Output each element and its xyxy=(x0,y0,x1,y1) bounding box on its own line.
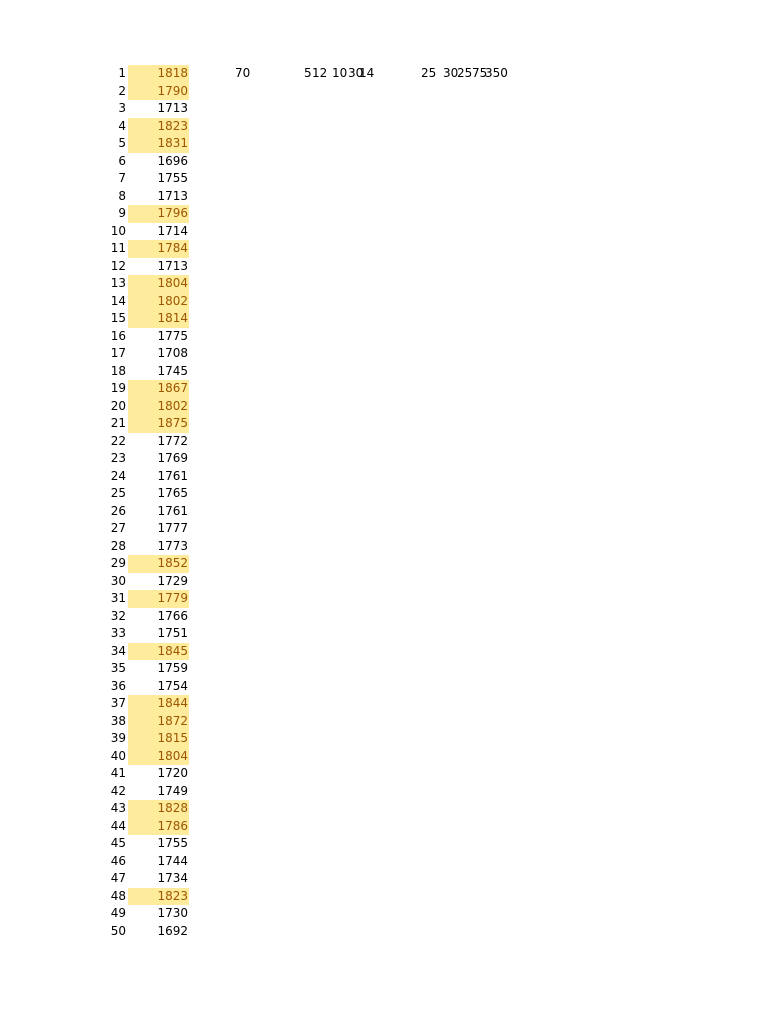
table-row xyxy=(0,590,768,608)
row-number: 44 xyxy=(110,818,126,833)
row-number: 24 xyxy=(110,468,126,483)
table-row xyxy=(0,293,768,311)
value-cell[interactable]: 1772 xyxy=(157,433,188,448)
table-row xyxy=(0,153,768,171)
value-cell[interactable]: 1713 xyxy=(157,258,188,273)
table-row xyxy=(0,503,768,521)
row-number: 46 xyxy=(110,853,126,868)
row-number: 19 xyxy=(110,381,126,395)
extra-value-cell[interactable]: 10 xyxy=(332,66,348,80)
table-row xyxy=(0,258,768,276)
row-number: 36 xyxy=(110,678,126,693)
row-number: 20 xyxy=(110,398,126,413)
row-number: 40 xyxy=(110,748,126,763)
value-cell-highlighted[interactable]: 1790 xyxy=(128,83,189,101)
value-cell[interactable]: 1769 xyxy=(157,451,188,465)
table-row xyxy=(0,870,768,888)
table-row xyxy=(0,573,768,591)
value-cell[interactable]: 1714 xyxy=(157,223,188,238)
table-row xyxy=(0,835,768,853)
table-row xyxy=(0,450,768,468)
table-row xyxy=(0,328,768,346)
row-number: 2 xyxy=(118,83,126,98)
table-row xyxy=(0,678,768,696)
row-number: 28 xyxy=(110,538,126,553)
row-number: 17 xyxy=(110,346,126,360)
row-number: 9 xyxy=(118,206,126,220)
row-number: 4 xyxy=(118,118,126,133)
row-number: 25 xyxy=(110,486,126,500)
value-cell[interactable]: 1713 xyxy=(157,101,188,115)
table-row xyxy=(0,608,768,626)
extra-value-cell[interactable]: 5 xyxy=(304,66,312,80)
table-row xyxy=(0,415,768,433)
table-row xyxy=(0,65,768,83)
row-number: 49 xyxy=(110,906,126,920)
row-number: 11 xyxy=(110,241,126,255)
row-number: 14 xyxy=(110,293,126,308)
extra-value-cell[interactable]: 75 xyxy=(472,66,488,80)
row-number: 6 xyxy=(118,153,126,168)
table-row xyxy=(0,468,768,486)
row-number: 39 xyxy=(110,731,126,745)
value-cell[interactable]: 1745 xyxy=(157,363,188,378)
row-number: 26 xyxy=(110,503,126,518)
row-number: 31 xyxy=(110,591,126,605)
value-cell-highlighted[interactable]: 1802 xyxy=(128,293,189,311)
row-number: 3 xyxy=(118,101,126,115)
row-number: 15 xyxy=(110,311,126,325)
value-cell-highlighted[interactable]: 1875 xyxy=(128,415,189,433)
value-cell-highlighted[interactable]: 1784 xyxy=(128,240,189,258)
value-cell[interactable]: 1749 xyxy=(157,783,188,798)
value-cell-highlighted[interactable]: 1818 xyxy=(128,65,189,83)
value-cell[interactable]: 1755 xyxy=(157,171,188,185)
row-number: 32 xyxy=(110,608,126,623)
value-cell[interactable]: 1766 xyxy=(157,608,188,623)
row-number: 5 xyxy=(118,136,126,150)
table-row xyxy=(0,660,768,678)
value-cell[interactable]: 1777 xyxy=(157,521,188,535)
value-cell[interactable]: 1773 xyxy=(157,538,188,553)
row-number: 35 xyxy=(110,661,126,675)
row-number: 34 xyxy=(110,643,126,658)
table-row xyxy=(0,275,768,293)
row-number: 8 xyxy=(118,188,126,203)
value-cell-highlighted[interactable]: 1844 xyxy=(128,695,189,713)
table-row xyxy=(0,625,768,643)
extra-value-cell[interactable]: 350 xyxy=(485,66,508,80)
table-row xyxy=(0,800,768,818)
row-number: 16 xyxy=(110,328,126,343)
row-number: 37 xyxy=(110,696,126,710)
table-row xyxy=(0,433,768,451)
row-number: 33 xyxy=(110,626,126,640)
table-row xyxy=(0,83,768,101)
value-cell[interactable]: 1696 xyxy=(157,153,188,168)
table-row xyxy=(0,905,768,923)
value-cell-highlighted[interactable]: 1828 xyxy=(128,800,189,818)
value-cell[interactable]: 1720 xyxy=(157,766,188,780)
table-row xyxy=(0,135,768,153)
row-number: 42 xyxy=(110,783,126,798)
table-row xyxy=(0,765,768,783)
value-cell-highlighted[interactable]: 1867 xyxy=(128,380,189,398)
value-cell-highlighted[interactable]: 1831 xyxy=(128,135,189,153)
data-sheet xyxy=(0,65,768,940)
row-number: 45 xyxy=(110,836,126,850)
value-cell-highlighted[interactable]: 1802 xyxy=(128,398,189,416)
value-cell[interactable]: 1755 xyxy=(157,836,188,850)
table-row xyxy=(0,520,768,538)
row-number: 43 xyxy=(110,801,126,815)
table-row xyxy=(0,380,768,398)
table-row xyxy=(0,205,768,223)
extra-value-cell[interactable]: 12 xyxy=(312,66,328,80)
value-cell-highlighted[interactable]: 1815 xyxy=(128,730,189,748)
table-row xyxy=(0,398,768,416)
extra-value-cell[interactable]: 25 xyxy=(457,66,473,80)
row-number: 18 xyxy=(110,363,126,378)
value-cell[interactable]: 1759 xyxy=(157,661,188,675)
value-cell[interactable]: 1730 xyxy=(157,906,188,920)
row-number: 22 xyxy=(110,433,126,448)
table-row xyxy=(0,345,768,363)
row-number: 27 xyxy=(110,521,126,535)
table-row xyxy=(0,118,768,136)
table-row xyxy=(0,485,768,503)
table-row xyxy=(0,783,768,801)
row-number: 41 xyxy=(110,766,126,780)
table-row xyxy=(0,818,768,836)
table-row xyxy=(0,748,768,766)
table-row xyxy=(0,363,768,381)
row-number: 50 xyxy=(110,923,126,938)
table-row xyxy=(0,240,768,258)
value-cell-highlighted[interactable]: 1786 xyxy=(128,818,189,836)
table-row xyxy=(0,923,768,941)
table-row xyxy=(0,853,768,871)
value-cell[interactable]: 1692 xyxy=(157,923,188,938)
value-cell-highlighted[interactable]: 1823 xyxy=(128,888,189,906)
row-number: 48 xyxy=(110,888,126,903)
table-row xyxy=(0,170,768,188)
table-row xyxy=(0,643,768,661)
table-row xyxy=(0,555,768,573)
table-row xyxy=(0,538,768,556)
value-cell-highlighted[interactable]: 1823 xyxy=(128,118,189,136)
row-number: 21 xyxy=(110,416,126,430)
value-cell[interactable]: 1713 xyxy=(157,188,188,203)
extra-value-cell[interactable]: 14 xyxy=(359,66,375,80)
row-number: 7 xyxy=(118,171,126,185)
table-row xyxy=(0,188,768,206)
table-row xyxy=(0,223,768,241)
row-number: 10 xyxy=(110,223,126,238)
row-number: 47 xyxy=(110,871,126,885)
row-number: 23 xyxy=(110,451,126,465)
value-cell[interactable]: 1729 xyxy=(157,573,188,588)
row-number: 30 xyxy=(110,573,126,588)
row-number: 12 xyxy=(110,258,126,273)
value-cell-highlighted[interactable]: 1796 xyxy=(128,205,189,223)
value-cell-highlighted[interactable]: 1814 xyxy=(128,310,189,328)
table-row xyxy=(0,713,768,731)
value-cell[interactable]: 1751 xyxy=(157,626,188,640)
value-cell[interactable]: 1761 xyxy=(157,503,188,518)
table-row xyxy=(0,695,768,713)
value-cell[interactable]: 1754 xyxy=(157,678,188,693)
value-cell[interactable]: 1744 xyxy=(157,853,188,868)
value-cell[interactable]: 1761 xyxy=(157,468,188,483)
value-cell-highlighted[interactable]: 1852 xyxy=(128,555,189,573)
row-number: 1 xyxy=(118,66,126,80)
value-cell-highlighted[interactable]: 1804 xyxy=(128,275,189,293)
row-number: 38 xyxy=(110,713,126,728)
table-row xyxy=(0,730,768,748)
extra-value-cell[interactable]: 70 xyxy=(235,66,251,80)
value-cell[interactable]: 1765 xyxy=(157,486,188,500)
table-row xyxy=(0,310,768,328)
row-number: 29 xyxy=(110,556,126,570)
value-cell[interactable]: 1775 xyxy=(157,328,188,343)
extra-value-cell[interactable]: 25 xyxy=(421,66,437,80)
row-number: 13 xyxy=(110,276,126,290)
value-cell-highlighted[interactable]: 1872 xyxy=(128,713,189,731)
extra-value-cell[interactable]: 30 xyxy=(443,66,459,80)
table-row xyxy=(0,888,768,906)
value-cell-highlighted[interactable]: 1804 xyxy=(128,748,189,766)
table-row xyxy=(0,100,768,118)
value-cell-highlighted[interactable]: 1779 xyxy=(128,590,189,608)
value-cell[interactable]: 1734 xyxy=(157,871,188,885)
value-cell[interactable]: 1708 xyxy=(157,346,188,360)
extra-value-cell[interactable]: 30 xyxy=(348,66,364,80)
value-cell-highlighted[interactable]: 1845 xyxy=(128,643,189,661)
